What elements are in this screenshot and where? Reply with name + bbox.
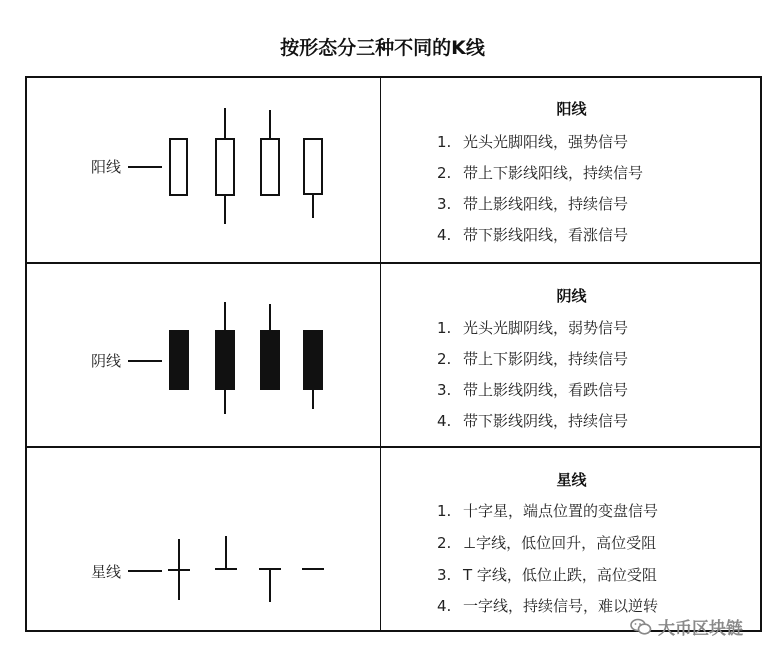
wechat-icon bbox=[630, 618, 652, 636]
yang-candles bbox=[27, 78, 380, 262]
list-item: 1. 十字星，端点位置的变盘信号 bbox=[437, 502, 659, 520]
row-yin bbox=[27, 264, 760, 446]
candle-yang-upper-shadow bbox=[261, 110, 279, 195]
candle-yang-both-shadows bbox=[216, 108, 234, 224]
list-item: 4. 带下影线阴线，持续信号 bbox=[437, 412, 629, 430]
row-label-yang: 阳线 bbox=[91, 158, 122, 176]
list-item: 3. T 字线，低位止跌，高位受阻 bbox=[437, 566, 657, 584]
candle-inverted-t bbox=[215, 536, 237, 569]
list-item: 1. 光头光脚阴线，弱势信号 bbox=[437, 319, 629, 337]
row-label-star: 星线 bbox=[91, 563, 122, 581]
kline-table bbox=[25, 76, 762, 632]
list-item: 2. 带上下影阴线，持续信号 bbox=[437, 350, 629, 368]
candle-t-line bbox=[259, 569, 281, 602]
list-item: 2. 带上下影线阳线，持续信号 bbox=[437, 164, 644, 182]
candle-bald-yin bbox=[170, 331, 188, 389]
watermark-text: 大币区块链 bbox=[658, 619, 743, 639]
list-item: 3. 带上影线阳线，持续信号 bbox=[437, 195, 629, 213]
candle-yin-both-shadows bbox=[216, 302, 234, 414]
list-item: 4. 一字线，持续信号，难以逆转 bbox=[437, 597, 659, 615]
candle-yang-lower-shadow bbox=[304, 139, 322, 218]
candle-yin-upper-shadow bbox=[261, 304, 279, 389]
yin-candles bbox=[27, 264, 380, 446]
section-heading-star: 星线 bbox=[556, 471, 587, 489]
list-item: 4. 带下影线阳线，看涨信号 bbox=[437, 226, 629, 244]
watermark bbox=[630, 614, 743, 639]
yin-description bbox=[381, 264, 762, 446]
section-heading-yang: 阳线 bbox=[556, 100, 587, 118]
list-item: 3. 带上影线阴线，看跌信号 bbox=[437, 381, 629, 399]
candle-yin-lower-shadow bbox=[304, 331, 322, 409]
list-item: 2. ⊥字线，低位回升，高位受阻 bbox=[437, 534, 657, 552]
row-yang bbox=[27, 78, 760, 262]
row-star bbox=[27, 448, 760, 632]
list-item: 1. 光头光脚阳线，强势信号 bbox=[437, 133, 629, 151]
page-title: 按形态分三种不同的K线 bbox=[280, 37, 485, 59]
star-candles bbox=[27, 448, 380, 632]
star-description bbox=[381, 448, 762, 632]
candle-doji-cross bbox=[168, 539, 190, 600]
section-heading-yin: 阴线 bbox=[556, 287, 587, 305]
candle-bald-yang bbox=[170, 139, 187, 195]
yang-description bbox=[381, 78, 762, 262]
row-label-yin: 阴线 bbox=[91, 352, 122, 370]
